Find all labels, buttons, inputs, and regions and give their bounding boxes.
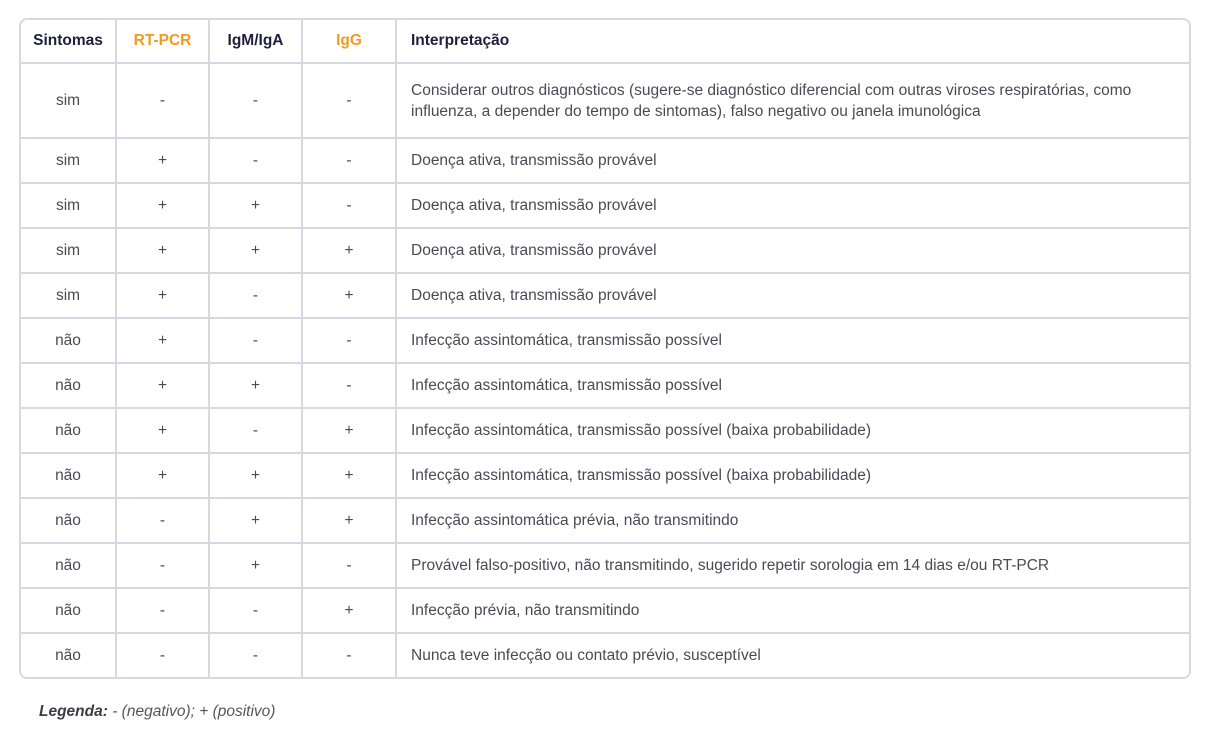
cell-rt-pcr: + [117,409,210,454]
legend [39,703,275,721]
results-table-container [19,18,1191,679]
cell-sintomas: não [21,319,117,364]
cell-rt-pcr: + [117,454,210,499]
cell-igg: - [303,364,397,409]
table-row [21,139,1189,184]
table-row [21,589,1189,634]
cell-interpretacao: Doença ativa, transmissão provável [397,139,1189,184]
cell-igg: + [303,589,397,634]
cell-igg: - [303,544,397,589]
cell-igm-iga: + [210,229,303,274]
cell-igg: + [303,454,397,499]
header-rt-pcr: RT-PCR [117,20,210,64]
cell-rt-pcr: - [117,544,210,589]
table-row [21,229,1189,274]
results-table [19,18,1191,679]
cell-igg: - [303,64,397,139]
cell-igg: + [303,499,397,544]
cell-rt-pcr: - [117,64,210,139]
legend-label: Legenda: [39,703,108,720]
cell-rt-pcr: + [117,139,210,184]
cell-igm-iga: + [210,364,303,409]
table-row [21,454,1189,499]
cell-interpretacao: Doença ativa, transmissão provável [397,229,1189,274]
cell-rt-pcr: - [117,634,210,677]
cell-sintomas: sim [21,274,117,319]
cell-interpretacao: Infecção prévia, não transmitindo [397,589,1189,634]
cell-igm-iga: - [210,274,303,319]
cell-sintomas: não [21,544,117,589]
cell-interpretacao: Infecção assintomática, transmissão possível (baixa probabilidade) [397,454,1189,499]
cell-rt-pcr: + [117,319,210,364]
cell-sintomas: não [21,589,117,634]
cell-interpretacao: Infecção assintomática, transmissão possível (baixa probabilidade) [397,409,1189,454]
header-interpretacao: Interpretação [397,20,1189,64]
header-igm-iga: IgM/IgA [210,20,303,64]
header-igg: IgG [303,20,397,64]
cell-igm-iga: + [210,499,303,544]
cell-igm-iga: - [210,589,303,634]
cell-interpretacao: Infecção assintomática prévia, não transmitindo [397,499,1189,544]
table-row [21,634,1189,677]
cell-interpretacao: Doença ativa, transmissão provável [397,184,1189,229]
cell-igm-iga: - [210,319,303,364]
cell-interpretacao: Considerar outros diagnósticos (sugere-se diagnóstico diferencial com outras viroses respiratórias, como influenza, a depender do tempo de sintomas), falso negativo ou janela imunológica [397,64,1189,139]
cell-interpretacao: Infecção assintomática, transmissão possível [397,319,1189,364]
cell-sintomas: sim [21,229,117,274]
cell-interpretacao: Provável falso-positivo, não transmitindo, sugerido repetir sorologia em 14 dias e/ou RT-PCR [397,544,1189,589]
cell-sintomas: não [21,409,117,454]
cell-igm-iga: + [210,454,303,499]
cell-sintomas: sim [21,64,117,139]
cell-igg: + [303,274,397,319]
cell-igm-iga: + [210,184,303,229]
cell-sintomas: não [21,634,117,677]
table-header-row [21,20,1189,64]
cell-rt-pcr: + [117,184,210,229]
header-sintomas: Sintomas [21,20,117,64]
table-row [21,274,1189,319]
cell-rt-pcr: + [117,274,210,319]
table-row [21,184,1189,229]
cell-sintomas: não [21,364,117,409]
cell-rt-pcr: - [117,589,210,634]
cell-interpretacao: Doença ativa, transmissão provável [397,274,1189,319]
cell-rt-pcr: + [117,364,210,409]
cell-igm-iga: - [210,64,303,139]
cell-igg: - [303,634,397,677]
legend-text: - (negativo); + (positivo) [107,703,276,720]
cell-igm-iga: - [210,139,303,184]
cell-igm-iga: - [210,634,303,677]
table-row [21,319,1189,364]
cell-igm-iga: - [210,409,303,454]
cell-igg: + [303,229,397,274]
table-row [21,544,1189,589]
cell-igg: - [303,139,397,184]
cell-rt-pcr: + [117,229,210,274]
cell-sintomas: não [21,499,117,544]
cell-interpretacao: Nunca teve infecção ou contato prévio, susceptível [411,647,761,664]
cell-rt-pcr: - [117,499,210,544]
table-row [21,364,1189,409]
cell-sintomas: não [21,454,117,499]
table-row [21,409,1189,454]
table-row [21,499,1189,544]
cell-sintomas: sim [21,139,117,184]
cell-interpretacao: Infecção assintomática, transmissão possível [397,364,1189,409]
cell-igg: - [303,184,397,229]
cell-igg: + [303,409,397,454]
cell-sintomas: sim [21,184,117,229]
cell-igg: - [303,319,397,364]
cell-igm-iga: + [210,544,303,589]
table-row [21,64,1189,139]
